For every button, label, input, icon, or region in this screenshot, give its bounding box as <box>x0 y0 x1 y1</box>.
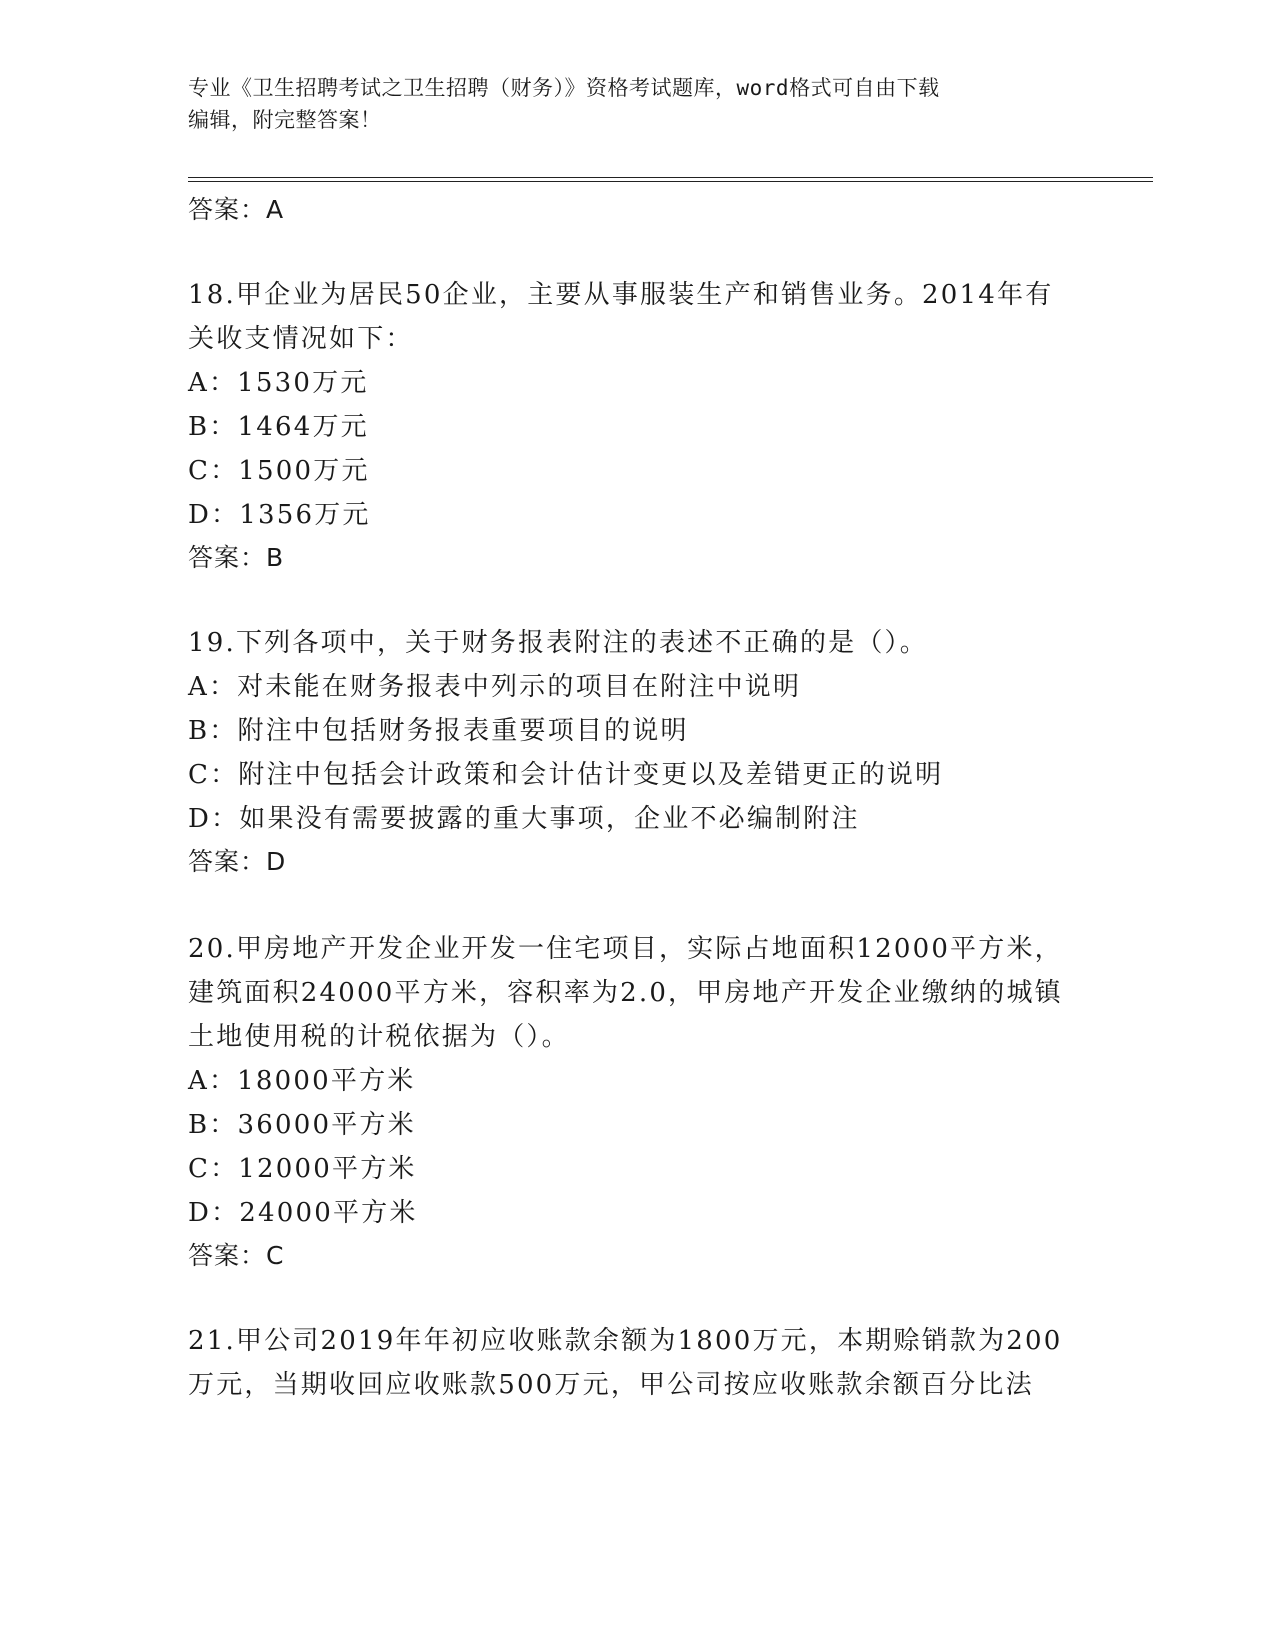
q20-stem-line-1: 20.甲房地产开发企业开发一住宅项目，实际占地面积12000平方米， <box>188 934 1063 964</box>
q20-answer: 答案：C <box>188 1241 285 1270</box>
q20-option-d: D：24000平方米 <box>188 1198 418 1228</box>
q18-option-c: C：1500万元 <box>188 456 370 486</box>
header-line-1: 专业《卫生招聘考试之卫生招聘（财务）》资格考试题库，word格式可自由下载 <box>188 76 940 100</box>
q18-stem-line-1: 18.甲企业为居民50企业，主要从事服装生产和销售业务。2014年有 <box>188 280 1054 310</box>
q21-stem-line-1: 21.甲公司2019年年初应收账款余额为1800万元，本期赊销款为200 <box>188 1326 1063 1356</box>
q18-option-b: B：1464万元 <box>188 412 369 442</box>
q21-stem-line-2: 万元，当期收回应收账款500万元，甲公司按应收账款余额百分比法 <box>188 1370 1034 1400</box>
q19-stem-line-1: 19.下列各项中，关于财务报表附注的表述不正确的是（）。 <box>188 628 928 658</box>
q18-option-a: A：1530万元 <box>188 368 369 398</box>
header-line-2: 编辑，附完整答案！ <box>188 108 382 132</box>
q20-option-c: C：12000平方米 <box>188 1154 417 1184</box>
q19-option-c: C：附注中包括会计政策和会计估计变更以及差错更正的说明 <box>188 760 944 790</box>
q19-answer: 答案：D <box>188 847 287 876</box>
q18-stem-line-2: 关收支情况如下： <box>188 324 414 354</box>
q20-option-a: A：18000平方米 <box>188 1066 416 1096</box>
header-divider-top <box>188 177 1153 178</box>
q17-answer: 答案：A <box>188 195 285 224</box>
header-divider-bottom <box>188 181 1153 182</box>
q19-option-d: D：如果没有需要披露的重大事项，企业不必编制附注 <box>188 804 860 834</box>
q18-option-d: D：1356万元 <box>188 500 371 530</box>
q20-option-b: B：36000平方米 <box>188 1110 416 1140</box>
document-header <box>188 72 1088 136</box>
q18-answer: 答案：B <box>188 543 285 572</box>
q20-stem-line-3: 土地使用税的计税依据为（）。 <box>188 1022 570 1052</box>
q20-stem-line-2: 建筑面积24000平方米，容积率为2.0，甲房地产开发企业缴纳的城镇 <box>188 978 1063 1008</box>
q19-option-b: B：附注中包括财务报表重要项目的说明 <box>188 716 689 746</box>
q19-option-a: A：对未能在财务报表中列示的项目在附注中说明 <box>188 672 802 702</box>
